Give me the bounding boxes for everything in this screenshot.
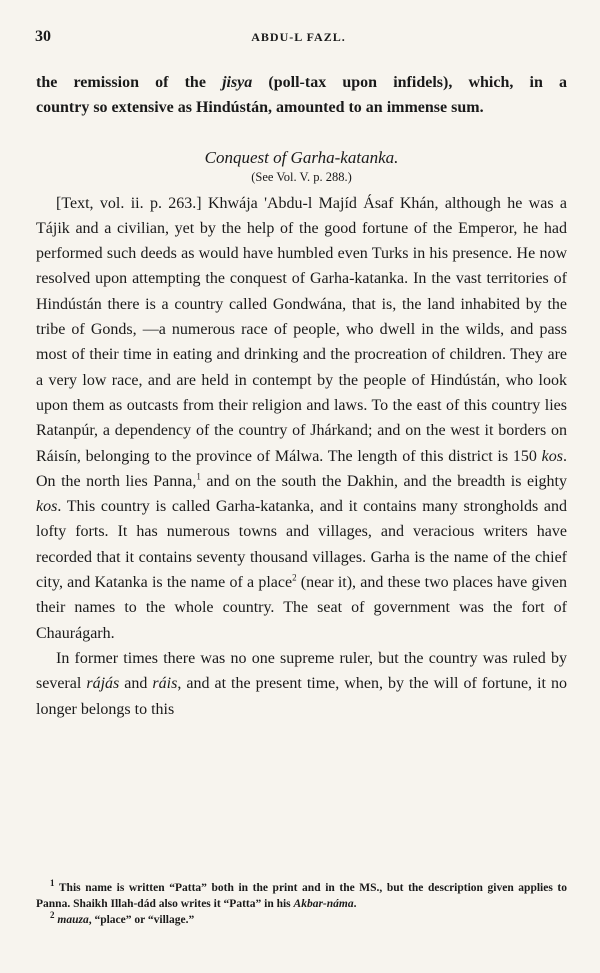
footnote-1	[36, 880, 567, 912]
paragraph-2	[36, 646, 567, 722]
footnote-ref-2[interactable]: 2	[292, 572, 297, 583]
page-header	[35, 28, 562, 48]
continuation-text: the remission of the	[36, 74, 223, 91]
kos-term: kos	[541, 447, 563, 465]
section-reference: (See Vol. V. p. 288.)	[251, 169, 352, 184]
footnote-text: This name is written “Patta” both in the print and in the MS., but the description given applies to Panna. Shaikh Illah-dád also writes it “Patta” in his	[36, 882, 567, 910]
paragraph-text: and on the south the Dakhin, and the breadth is eighty	[200, 472, 567, 490]
footnote-text: .	[353, 898, 357, 910]
continuation-line-2: country so extensive as Hindústán, amounted to an immense sum.	[36, 99, 484, 117]
paragraph-text: [Text, vol. ii. p. 263.] Khwája 'Abdu-l Majíd Ásaf Khán, although he was a Tájik and a civilian, yet by the help of the good fortune of the Emperor, he had performed such deeds as would have humbled even Turks in his presence. He now resolved upon attempting the conquest of Garha-katanka. In the vast territories of Hindústán there is a country called Gondwána, that is, the land inhabited by the tribe of Gonds, —a numerous race of people, who dwell in the wilds, and pass most of their time in eating and drinking and the procreation of children. They are a very low race, and are held in contempt by the people of Hindústán, who look upon them as outcasts from their religion and laws. To the east of this country lies Ratanpúr, a dependency of the country of Jhárkand; and on the west it borders on Ráisín, belonging to the province of Málwa. The length of this district is 150	[36, 194, 567, 465]
paragraph-1	[36, 191, 567, 646]
paragraph-text: In former times there was no one supreme ruler, but the country was ruled by several	[36, 649, 567, 693]
page-body	[36, 70, 567, 722]
paragraph-text: . This country is called Garha-katanka, and it contains many strongholds and lofty forts. It has numerous towns and villages, and veracious writers have recorded that it contains seventy thousand villages. Garha is the name of the chief city, and Katanka is the name of a place	[36, 498, 567, 592]
paragraph-text: (near it), and these two places have given their names to the whole country. The seat of government was the fort of Chaurágarh.	[36, 574, 567, 642]
footnotes	[36, 880, 567, 928]
paragraph-text: , and at the present time, when, by the will of fortune, it no longer belongs to this	[36, 675, 567, 718]
footnote-mark: 2	[50, 910, 55, 921]
kos-term: kos	[36, 498, 58, 516]
footnote-ref-1[interactable]: 1	[196, 471, 201, 482]
footnote-2	[36, 912, 567, 928]
paragraph-text: . On the north lies Panna,	[36, 447, 567, 490]
continuation-text: (poll-tax upon infidels), which, in a	[252, 74, 567, 91]
footnote-italic: mauza	[57, 914, 89, 926]
continuation-line-1	[36, 70, 567, 95]
section-title: Conquest of Garha-katanka.	[204, 147, 399, 167]
footnote-italic: Akbar-náma	[293, 898, 354, 910]
rais-term: ráis	[152, 675, 178, 693]
rajas-term: rájás	[86, 675, 120, 693]
footnote-text: , “place” or “village.”	[88, 914, 195, 926]
running-head: ABDU-L FAZL.	[251, 30, 346, 44]
paragraph-text: and	[119, 675, 153, 693]
footnote-mark: 1	[50, 878, 55, 889]
jisya-term: jisya	[222, 74, 253, 91]
page-number: 30	[35, 28, 51, 45]
